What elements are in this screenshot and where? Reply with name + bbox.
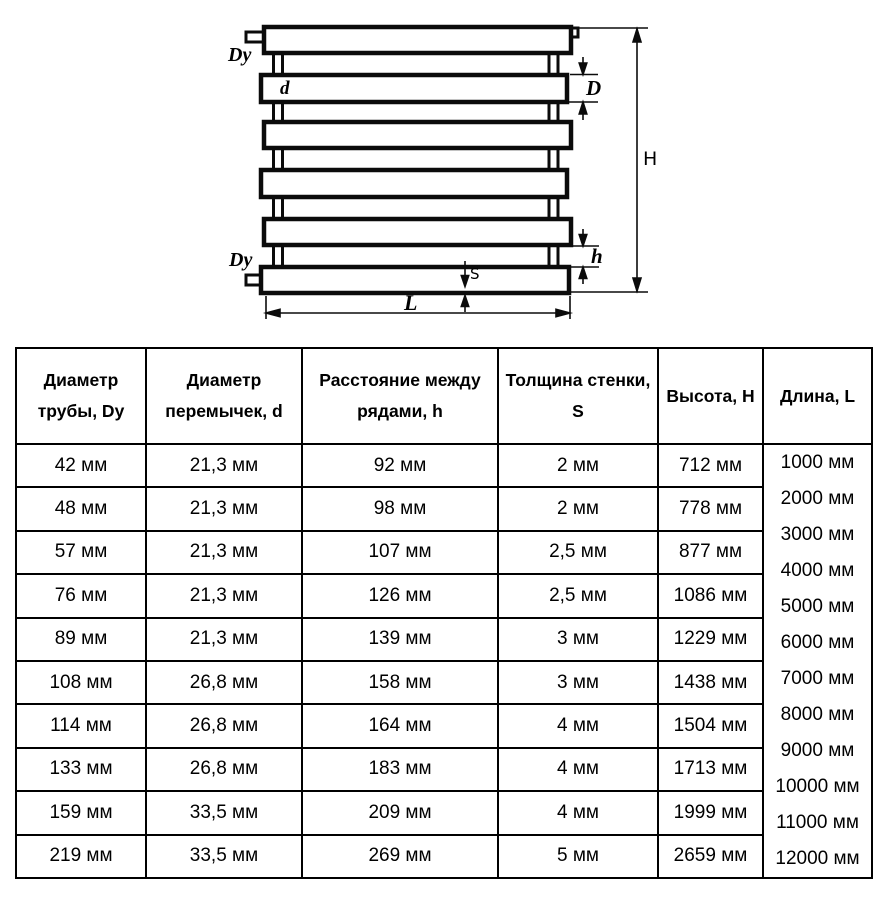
table-row [16,704,872,747]
register-diagram [0,0,888,345]
table-cell: 114 мм [16,704,146,747]
table-cell: 139 мм [302,618,498,661]
label-h: h [591,244,603,268]
length-value: 10000 мм [775,776,860,797]
pipe [261,170,567,197]
dim-L [266,296,570,319]
table-cell: 778 мм [658,487,763,530]
table-cell: 877 мм [658,531,763,574]
table-row [16,835,872,878]
label-dy-bottom: Dy [229,249,253,271]
table-cell: 712 мм [658,444,763,487]
table-cell: 2,5 мм [498,531,658,574]
table-cell: 2659 мм [658,835,763,878]
table-cell: 48 мм [16,487,146,530]
label-L: L [404,290,418,315]
table-cell: 219 мм [16,835,146,878]
register-drawing [0,0,888,345]
table-cell: 209 мм [302,791,498,834]
table-cell: 1086 мм [658,574,763,617]
header-pipe-diameter: Диаметр трубы, Dy [16,348,146,444]
table-cell: 1229 мм [658,618,763,661]
label-D: D [586,76,602,100]
length-values-cell [763,444,872,878]
length-value: 5000 мм [780,596,855,617]
table-cell: 3 мм [498,618,658,661]
table-cell: 133 мм [16,748,146,791]
table-cell: 26,8 мм [146,748,302,791]
table-cell: 1438 мм [658,661,763,704]
pipe [264,219,571,245]
header-row [16,348,872,444]
length-value: 9000 мм [780,740,855,761]
header-length: Длина, L [763,348,872,444]
table-cell: 21,3 мм [146,574,302,617]
table-cell: 1999 мм [658,791,763,834]
table-cell: 4 мм [498,748,658,791]
length-value: 12000 мм [775,848,860,869]
table-cell: 3 мм [498,661,658,704]
spec-table [15,347,873,879]
table-row [16,487,872,530]
table-cell: 107 мм [302,531,498,574]
length-value: 4000 мм [780,560,855,581]
table-cell: 1504 мм [658,704,763,747]
table-cell: 33,5 мм [146,835,302,878]
table-cell: 57 мм [16,531,146,574]
table-cell: 5 мм [498,835,658,878]
table-row [16,531,872,574]
table-cell: 126 мм [302,574,498,617]
table-cell: 183 мм [302,748,498,791]
length-value: 6000 мм [780,632,855,653]
table-cell: 98 мм [302,487,498,530]
table-cell: 76 мм [16,574,146,617]
length-value: 7000 мм [780,668,855,689]
table-row [16,618,872,661]
table-cell: 1713 мм [658,748,763,791]
table-cell: 21,3 мм [146,531,302,574]
table-cell: 269 мм [302,835,498,878]
header-jumper-diameter: Диаметр перемычек, d [146,348,302,444]
length-value: 3000 мм [780,524,855,545]
header-row-spacing: Расстояние между рядами, h [302,348,498,444]
label-dy-top: Dy [228,44,252,66]
table-cell: 89 мм [16,618,146,661]
table-cell: 158 мм [302,661,498,704]
table-row [16,444,872,487]
table-cell: 21,3 мм [146,618,302,661]
length-value: 1000 мм [780,452,855,473]
pipe [261,75,567,102]
table-cell: 2,5 мм [498,574,658,617]
label-S: S [470,265,480,283]
header-wall-thickness: Толщина стенки, S [498,348,658,444]
spec-table-body [16,444,872,878]
table-cell: 42 мм [16,444,146,487]
table-cell: 2 мм [498,487,658,530]
pipe [264,27,571,53]
table-cell: 21,3 мм [146,487,302,530]
length-value: 8000 мм [780,704,855,725]
length-value: 11000 мм [776,812,859,833]
table-cell: 21,3 мм [146,444,302,487]
register-pipes [261,27,571,293]
table-row [16,748,872,791]
label-H: H [643,148,658,170]
label-d: d [280,78,290,99]
table-row [16,791,872,834]
table-row [16,574,872,617]
table-cell: 159 мм [16,791,146,834]
table-cell: 4 мм [498,791,658,834]
table-cell: 4 мм [498,704,658,747]
table-cell: 92 мм [302,444,498,487]
header-height: Высота, H [658,348,763,444]
table-row [16,661,872,704]
length-value: 2000 мм [780,488,855,509]
table-cell: 26,8 мм [146,661,302,704]
pipe [264,122,571,148]
table-cell: 164 мм [302,704,498,747]
table-cell: 33,5 мм [146,791,302,834]
table-cell: 108 мм [16,661,146,704]
table-cell: 26,8 мм [146,704,302,747]
table-cell: 2 мм [498,444,658,487]
